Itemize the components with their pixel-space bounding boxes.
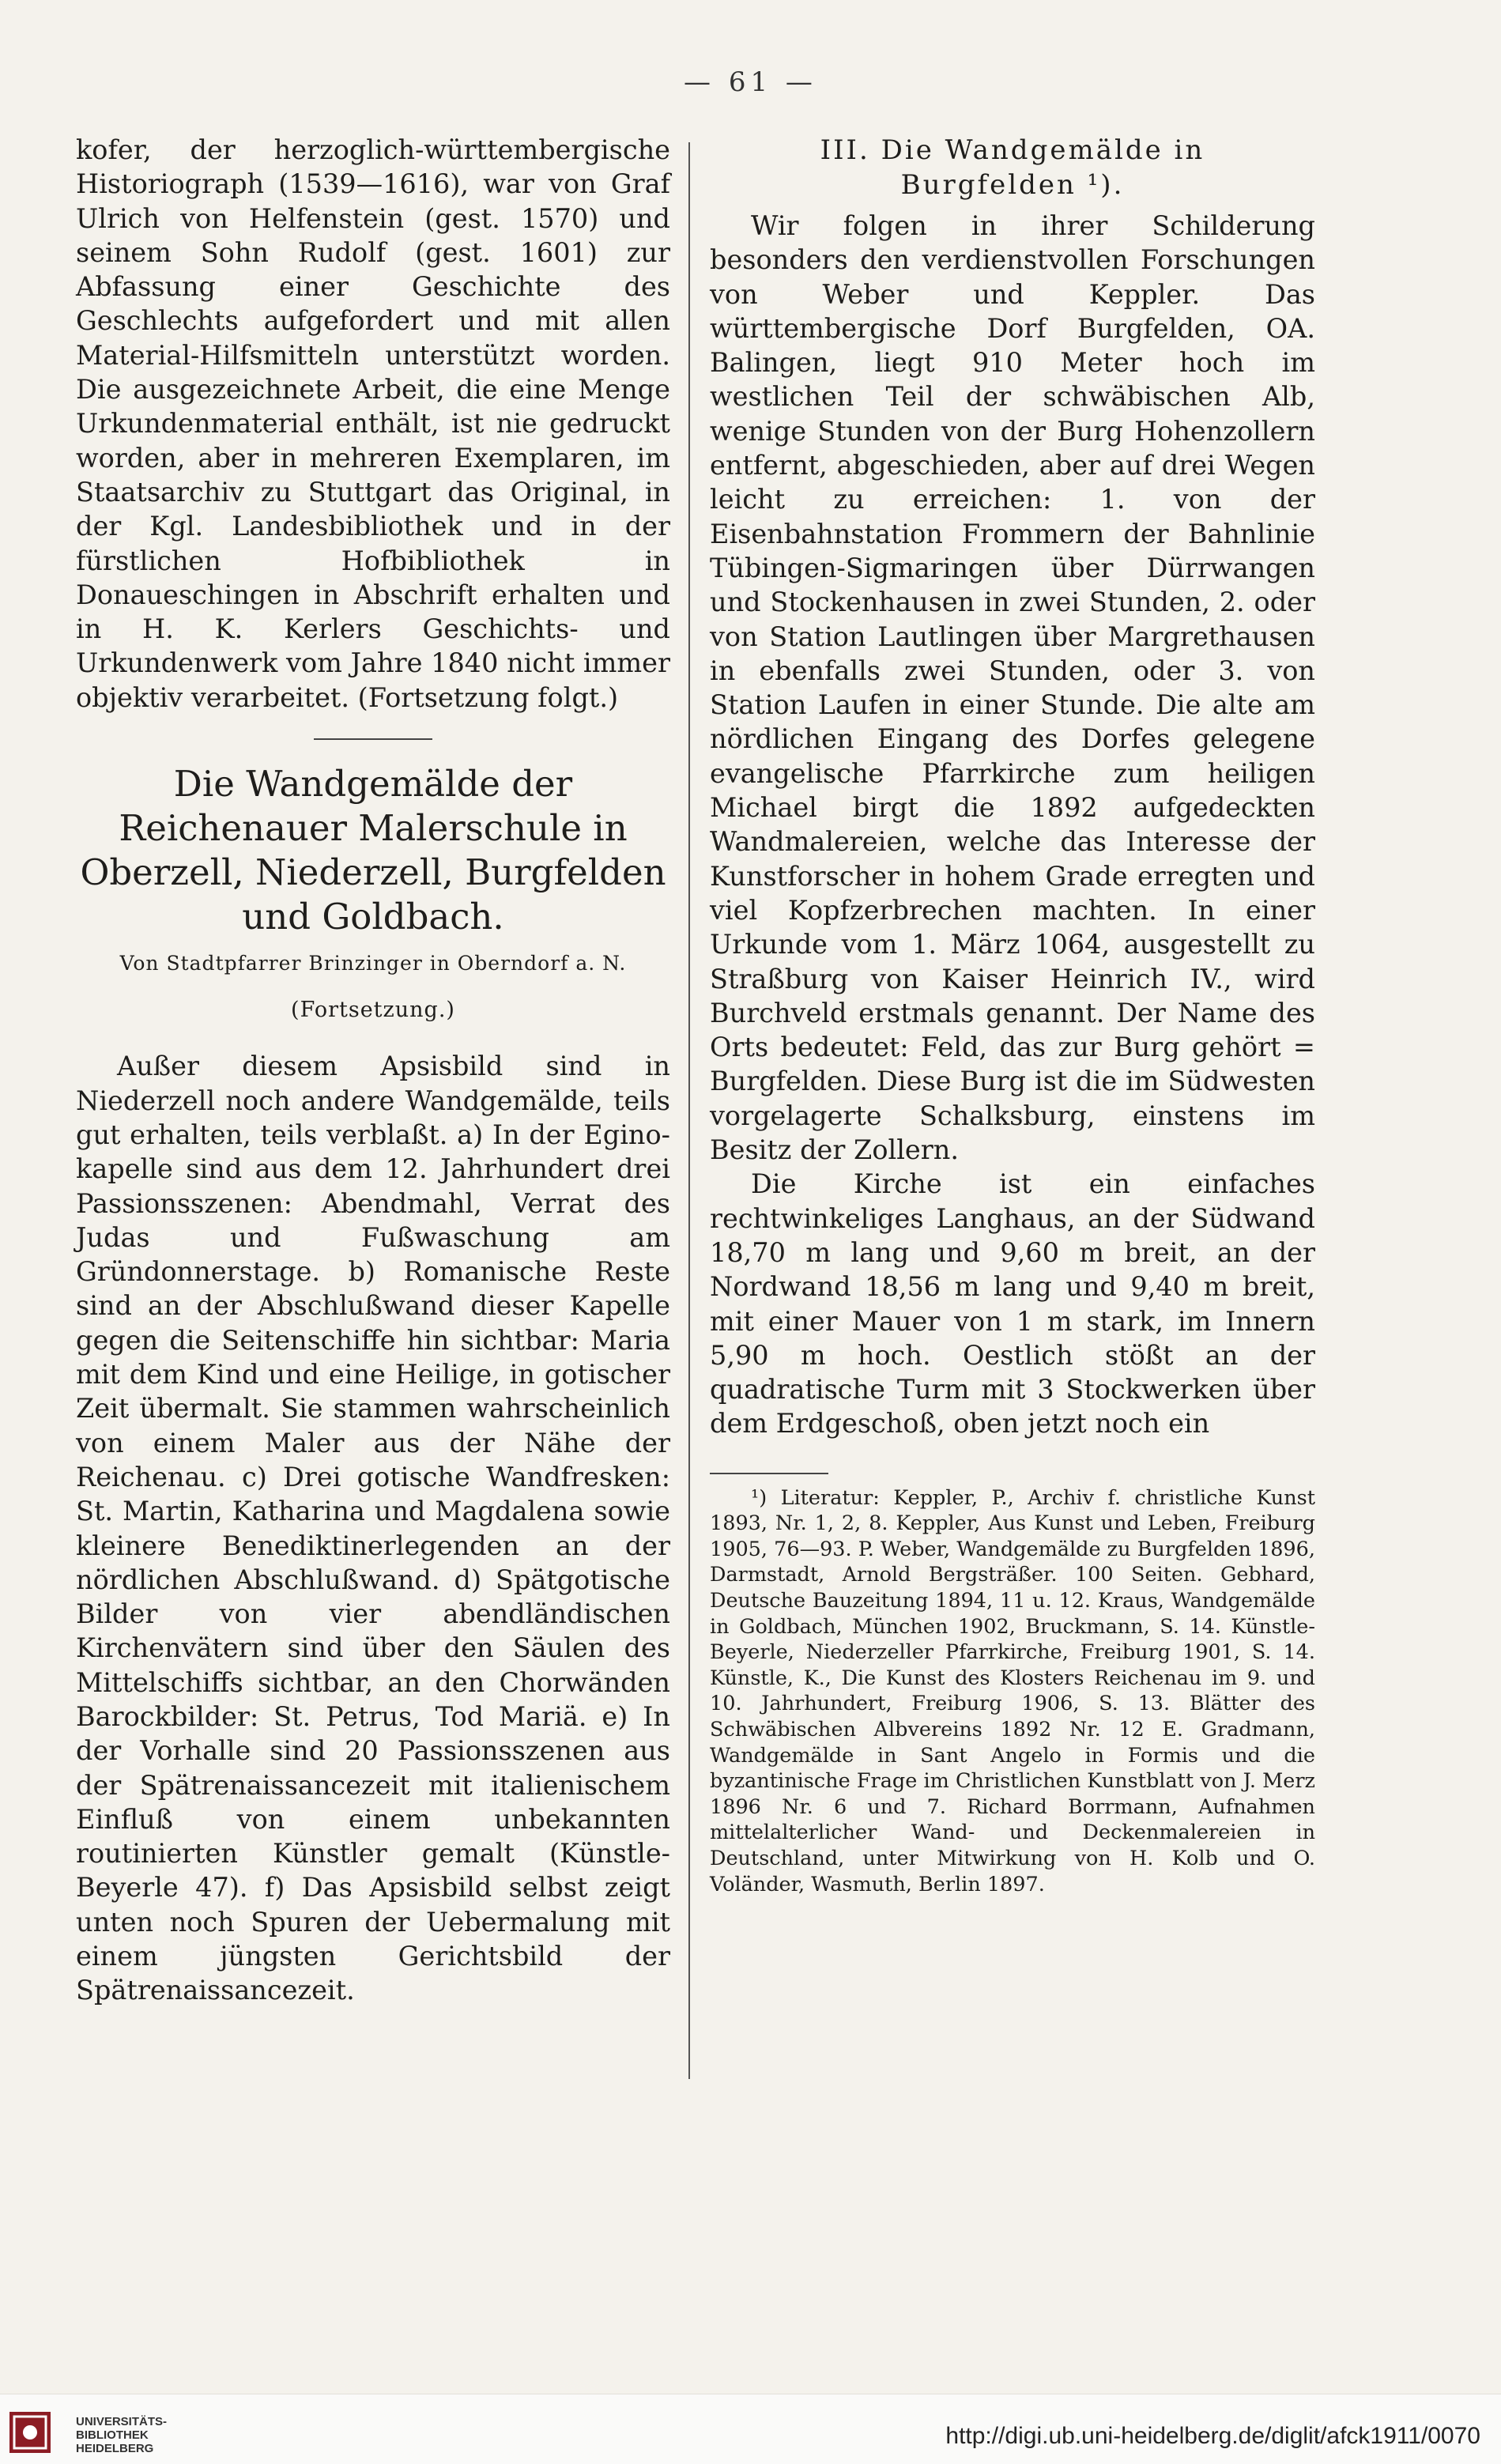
permalink[interactable]: http://digi.ub.uni-heidelberg.de/diglit/afck1911/0070 (945, 2423, 1480, 2449)
right-column (710, 133, 1315, 1897)
library-name-line: BIBLIOTHEK (76, 2428, 149, 2442)
paragraph: kofer, der herzoglich-württembergische Historiograph (1539—1616), war von Graf Ulrich von Helfenstein (gest. 1570) und seinem Sohn Rudolf (gest. 1601) zur Abfassung einer Geschichte des Geschlechts aufgefordert und mit allen Material-Hilfsmitteln unterstützt worden. Die ausgezeichnete Arbeit, die eine Menge Urkundenmaterial enthält, ist nie gedruckt worden, aber in mehreren Exemplaren, im Staatsarchiv zu Stuttgart das Original, in der Kgl. Landesbibliothek und in der fürstlichen Hofbibliothek in Donaueschingen in Abschrift erhalten und in H. K. Kerlers Geschichts- und Urkundenwerk vom Jahre 1840 nicht immer objektiv verarbeitet. (Fortsetzung folgt.) (76, 134, 670, 713)
library-name-line: UNIVERSITÄTS- (76, 2415, 168, 2428)
paragraph: Die Kirche ist ein einfaches rechtwinkeliges Langhaus, an der Südwand 18,70 m lang und 9,60 m breit, an der Nordwand 18,56 m lang und 9,40 m breit, mit einer Mauer von 1 m stark, im Innern 5,90 m hoch. Oestlich stößt an der quadratische Turm mit 3 Stockwerken über dem Erdgeschoß, oben jetzt noch ein (710, 1168, 1315, 1440)
library-name-line: HEIDELBERG (76, 2442, 154, 2455)
section-title-line: III. Die Wandgemälde in (820, 134, 1205, 166)
library-footer (0, 2394, 1501, 2464)
article-title: Die Wandgemälde der Reichenauer Malerschule in Oberzell, Niederzell, Burgfelden und Goldbach. (80, 763, 666, 938)
library-logo-icon (9, 2412, 51, 2453)
footnote: ¹) Literatur: Keppler, P., Archiv f. christliche Kunst 1893, Nr. 1, 2, 8. Keppler, Aus Kunst und Leben, Freiburg 1905, 76—93. P. Weber, Wandgemälde zu Burgfelden 1896, Darmstadt, Arnold Bergsträßer. 100 Seiten. Gebhard, Deutsche Bauzeitung 1894, 11 u. 12. Kraus, Wandgemälde in Goldbach, München 1902, Bruckmann, S. 14. Künstle-Beyerle, Niederzeller Pfarrkirche, Freiburg 1901, S. 14. Künstle, K., Die Kunst des Klosters Reichenau im 9. und 10. Jahrhundert, Freiburg 1906, S. 13. Blätter des Schwäbischen Albvereins 1892 Nr. 12 E. Gradmann, Wandgemälde in Sant Angelo in Formis und die byzantinische Frage im Christlichen Kunstblatt von J. Merz 1896 Nr. 6 und 7. Richard Borrmann, Aufnahmen mittelalterlicher Wand- und Deckenmalereien in Deutschland, unter Mitwirkung von H. Kolb und O. Voländer, Wasmuth, Berlin 1897. (710, 1485, 1315, 1896)
footnote-rule (710, 1473, 828, 1474)
paragraph: Außer diesem Apsisbild sind in Niederzell noch andere Wandgemälde, teils gut erhalten, teils verblaßt. a) In der Egino-kapelle sind aus dem 12. Jahrhundert drei Passionsszenen: Abendmahl, Verrat des Judas und Fußwaschung am Gründonnerstage. b) Romanische Reste sind an der Abschlußwand dieser Kapelle gegen die Seitenschiffe hin sichtbar: Maria mit dem Kind und eine Heilige, in gotischer Zeit übermalt. Sie stammen wahrscheinlich von einem Maler aus der Nähe der Reichenau. c) Drei gotische Wandfresken: St. Martin, Katharina und Magdalena sowie kleinere Benediktinerlegenden an der nördlichen Abschlußwand. d) Spätgotische Bilder von vier abendländischen Kirchenvätern sind über den Säulen des Mittelschiffs sichtbar, an den Chorwänden Barockbilder: St. Petrus, Tod Mariä. e) In der Vorhalle sind 20 Passionsszenen aus der Spätrenaissancezeit mit italienischem Einfluß von einem unbekannten routinierten Künstler gemalt (Künstle-Beyerle 47). f) Das Apsisbild selbst zeigt unten noch Spuren der Uebermalung mit einem jüngsten Gerichtsbild der Spätrenaissancezeit. (76, 1051, 670, 2006)
page-number: — 61 — (684, 66, 817, 98)
separator-rule (314, 738, 432, 740)
byline: Von Stadtpfarrer Brinzinger in Oberndorf a. N. (119, 952, 627, 975)
library-name (76, 2415, 167, 2455)
continuation-note: (Fortsetzung.) (291, 998, 455, 1023)
column-divider (688, 142, 690, 2079)
section-title-line: Burgfelden ¹). (900, 169, 1125, 201)
section-title (710, 133, 1315, 202)
left-column (76, 133, 670, 2008)
paragraph: Wir folgen in ihrer Schilderung besonders den verdienstvollen Forschungen von Weber und Keppler. Das württembergische Dorf Burgfelden, OA. Balingen, liegt 910 Meter hoch im westlichen Teil der schwäbischen Alb, wenige Stunden von der Burg Hohenzollern entfernt, abgeschieden, aber auf drei Wegen leicht zu erreichen: 1. von der Eisenbahnstation Frommern der Bahnlinie Tübingen-Sigmaringen über Dürrwangen und Stockenhausen in zwei Stunden, 2. oder von Station Lautlingen über Margrethausen in ebenfalls zwei Stunden, oder 3. von Station Laufen in einer Stunde. Die alte am nördlichen Eingang des Dorfes gelegene evangelische Pfarrkirche zum heiligen Michael birgt die 1892 aufgedeckten Wandmalereien, welche das Interesse der Kunstforscher in hohem Grade erregten und viel Kopfzerbrechen machten. In einer Urkunde vom 1. März 1064, ausgestellt zu Straßburg von Kaiser Heinrich IV., wird Burchveld erstmals genannt. Der Name des Orts bedeutet: Feld, das zur Burg gehört = Burgfelden. Diese Burg ist die im Südwesten vorgelagerte Schalksburg, einstens im Besitz der Zollern. (710, 210, 1315, 1166)
